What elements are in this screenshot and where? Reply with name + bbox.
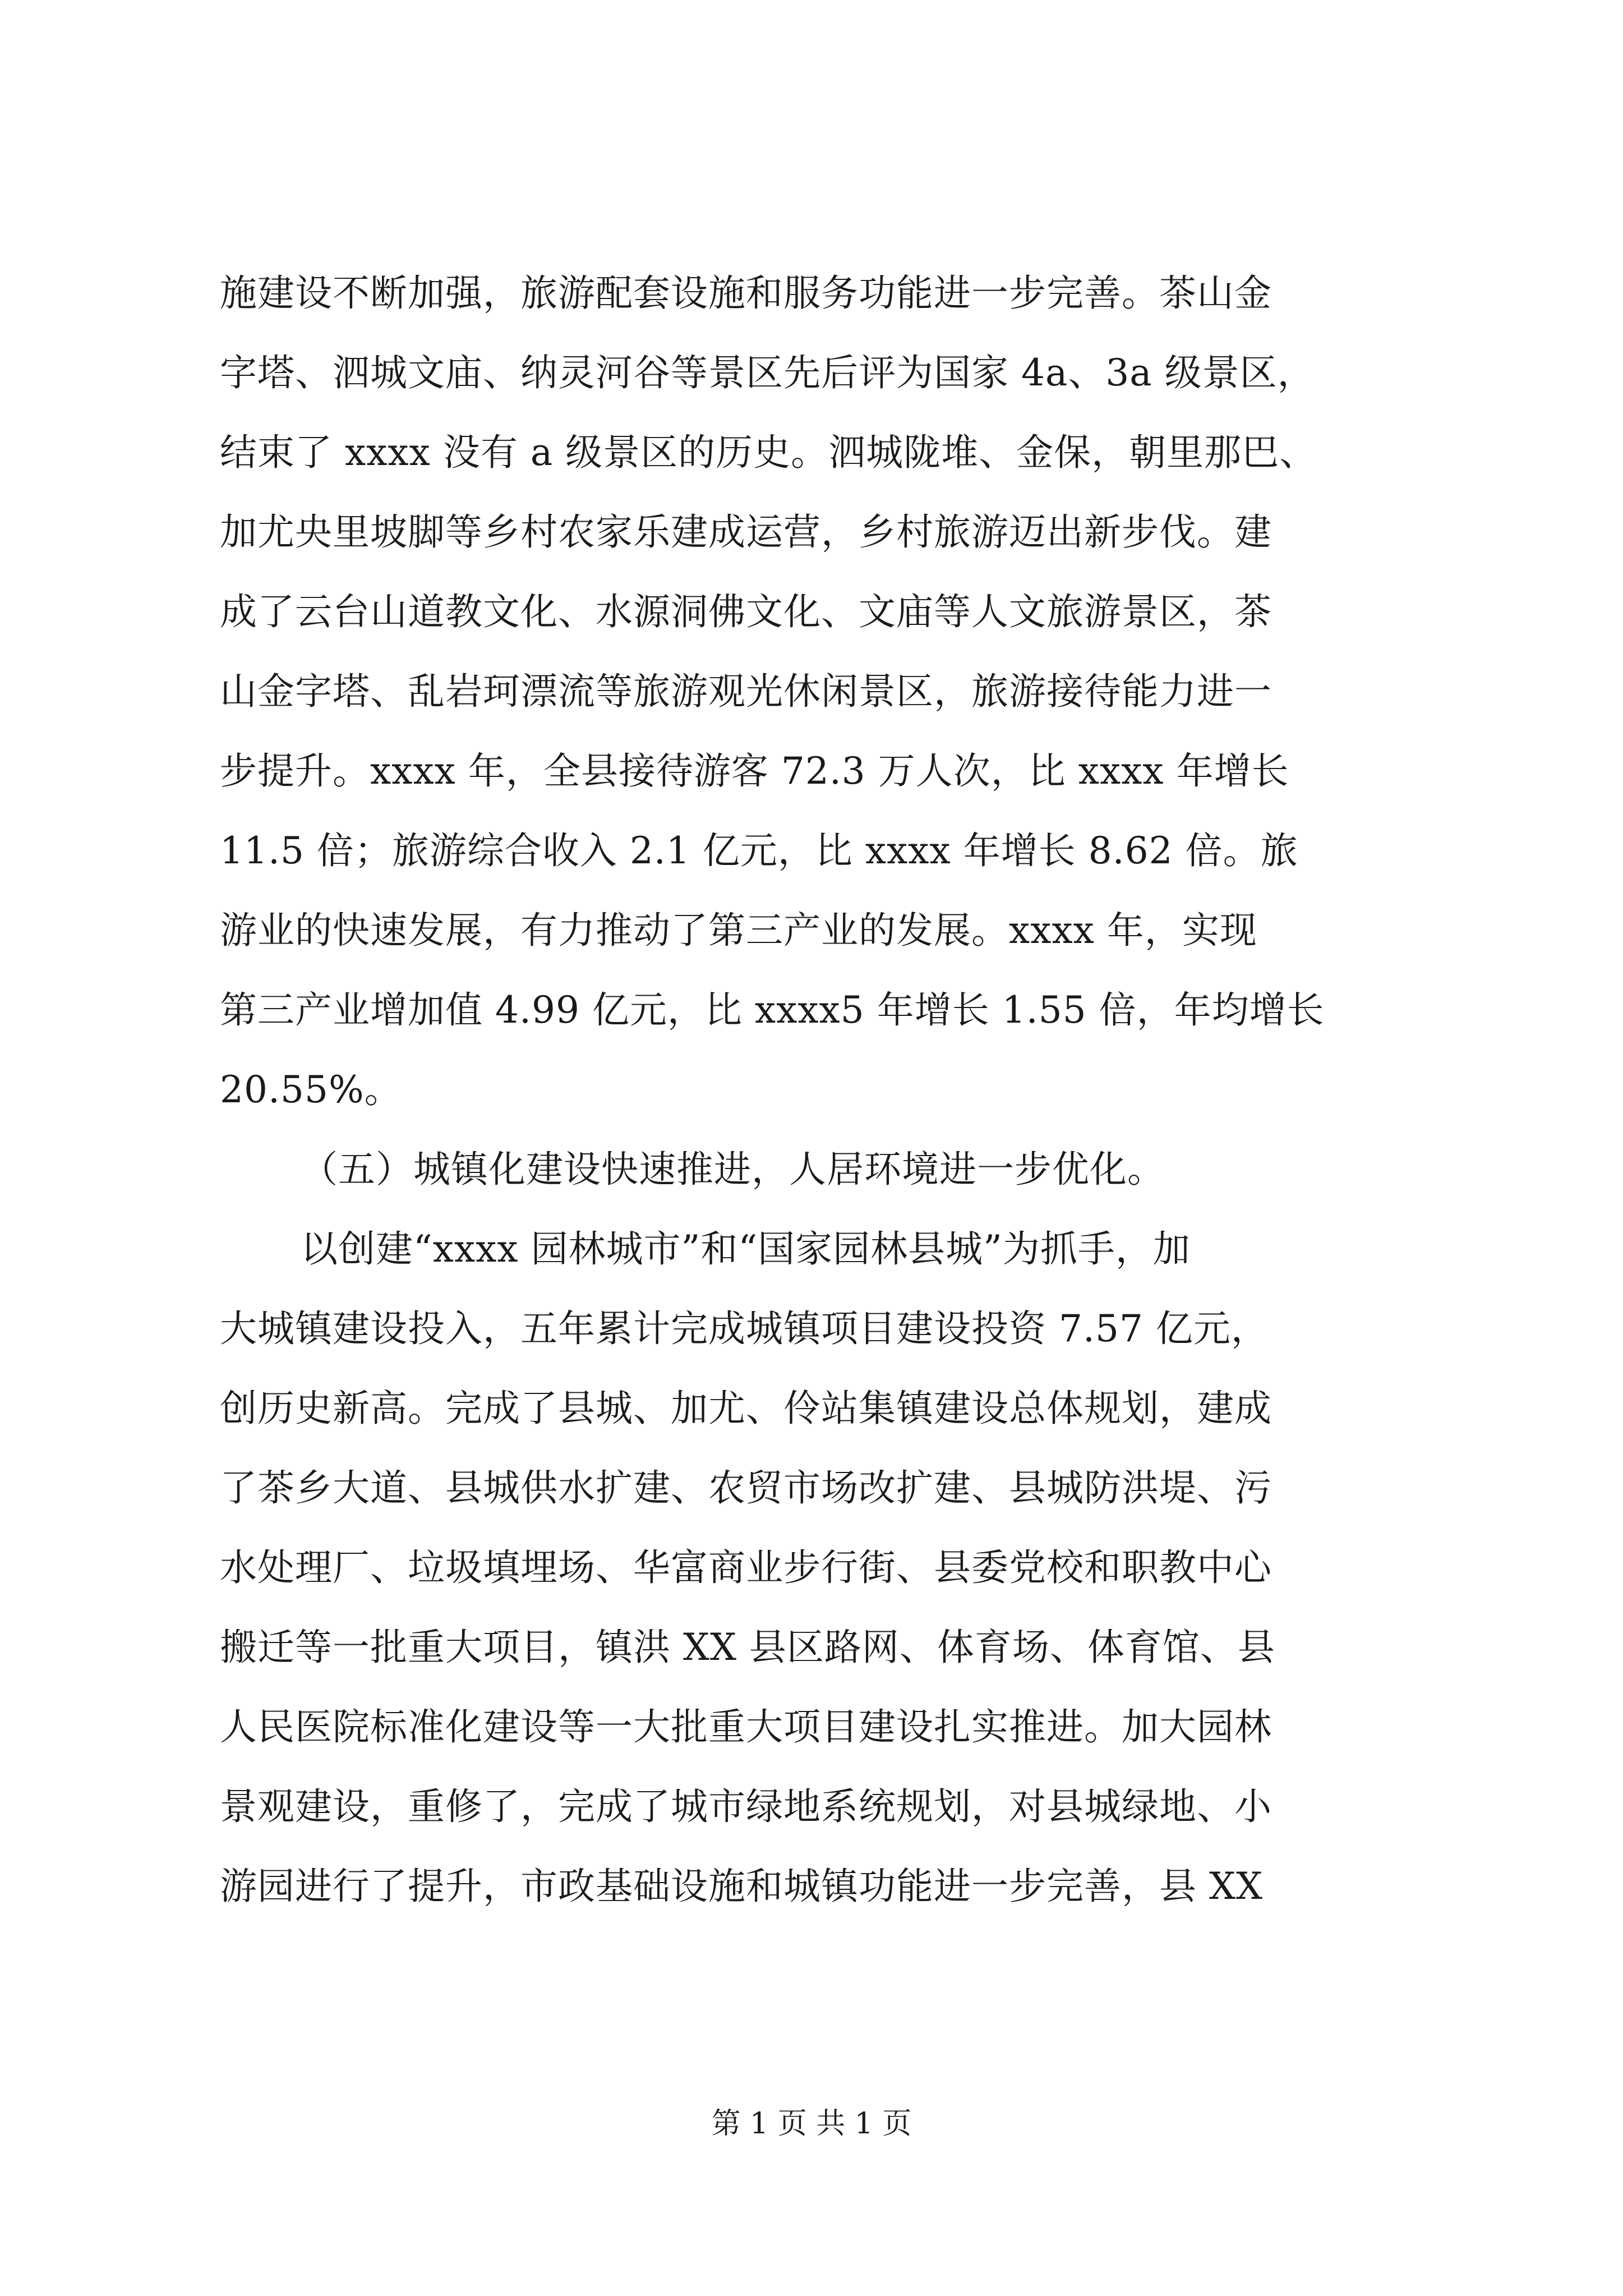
text-line: 了茶乡大道、县城供水扩建、农贸市场改扩建、县城防洪堤、污 [220,1466,1272,1510]
page-footer [0,2101,1623,2146]
text-line: 景观建设，重修了，完成了城市绿地系统规划，对县城绿地、小 [220,1785,1272,1828]
text-line: 游业的快速发展，有力推动了第三产业的发展。xxxx 年，实现 [220,909,1257,952]
text-line: 山金字塔、乱岩珂漂流等旅游观光休闲景区，旅游接待能力进一 [220,670,1272,713]
text-line: 加尤央里坡脚等乡村农家乐建成运营，乡村旅游迈出新步伐。建 [220,510,1272,554]
text-line: 水处理厂、垃圾填埋场、华富商业步行街、县委党校和职教中心 [220,1546,1272,1589]
text-line: 11.5 倍；旅游综合收入 2.1 亿元，比 xxxx 年增长 8.62 倍。旅 [220,829,1298,872]
text-line: 游园进行了提升，市政基础设施和城镇功能进一步完善，县 XX [220,1865,1263,1908]
text-line: 成了云台山道教文化、水源洞佛文化、文庙等人文旅游景区，茶 [220,590,1272,633]
page-number-label: 第 1 页 共 1 页 [711,2107,912,2141]
section-heading: （五）城镇化建设快速推进，人居环境进一步优化。 [301,1148,1165,1191]
text-line: 大城镇建设投入，五年累计完成城镇项目建设投资 7.57 亿元， [220,1307,1269,1350]
text-line: 结束了 xxxx 没有 a 级景区的历史。泗城陇堆、金保，朝里那巴、 [220,431,1317,474]
text-line: 第三产业增加值 4.99 亿元，比 xxxx5 年增长 1.55 倍，年均增长 [220,988,1325,1032]
text-line: 人民医院标准化建设等一大批重大项目建设扎实推进。加大园林 [220,1705,1272,1749]
paragraph-start-line: 以创建“xxxx 园林城市”和“国家园林县城”为抓手，加 [301,1227,1191,1271]
text-line: 20.55%。 [220,1068,402,1111]
text-line: 搬迁等一批重大项目，镇洪 XX 县区路网、体育场、体育馆、县 [220,1626,1275,1669]
text-line: 创历史新高。完成了县城、加尤、伶站集镇建设总体规划，建成 [220,1387,1272,1430]
text-line: 字塔、泗城文庙、纳灵河谷等景区先后评为国家 4a、3a 级景区， [220,351,1315,394]
text-line: 步提升。xxxx 年，全县接待游客 72.3 万人次，比 xxxx 年增长 [220,749,1289,793]
text-line: 施建设不断加强，旅游配套设施和服务功能进一步完善。茶山金 [220,272,1272,315]
body-text [220,254,1403,1926]
